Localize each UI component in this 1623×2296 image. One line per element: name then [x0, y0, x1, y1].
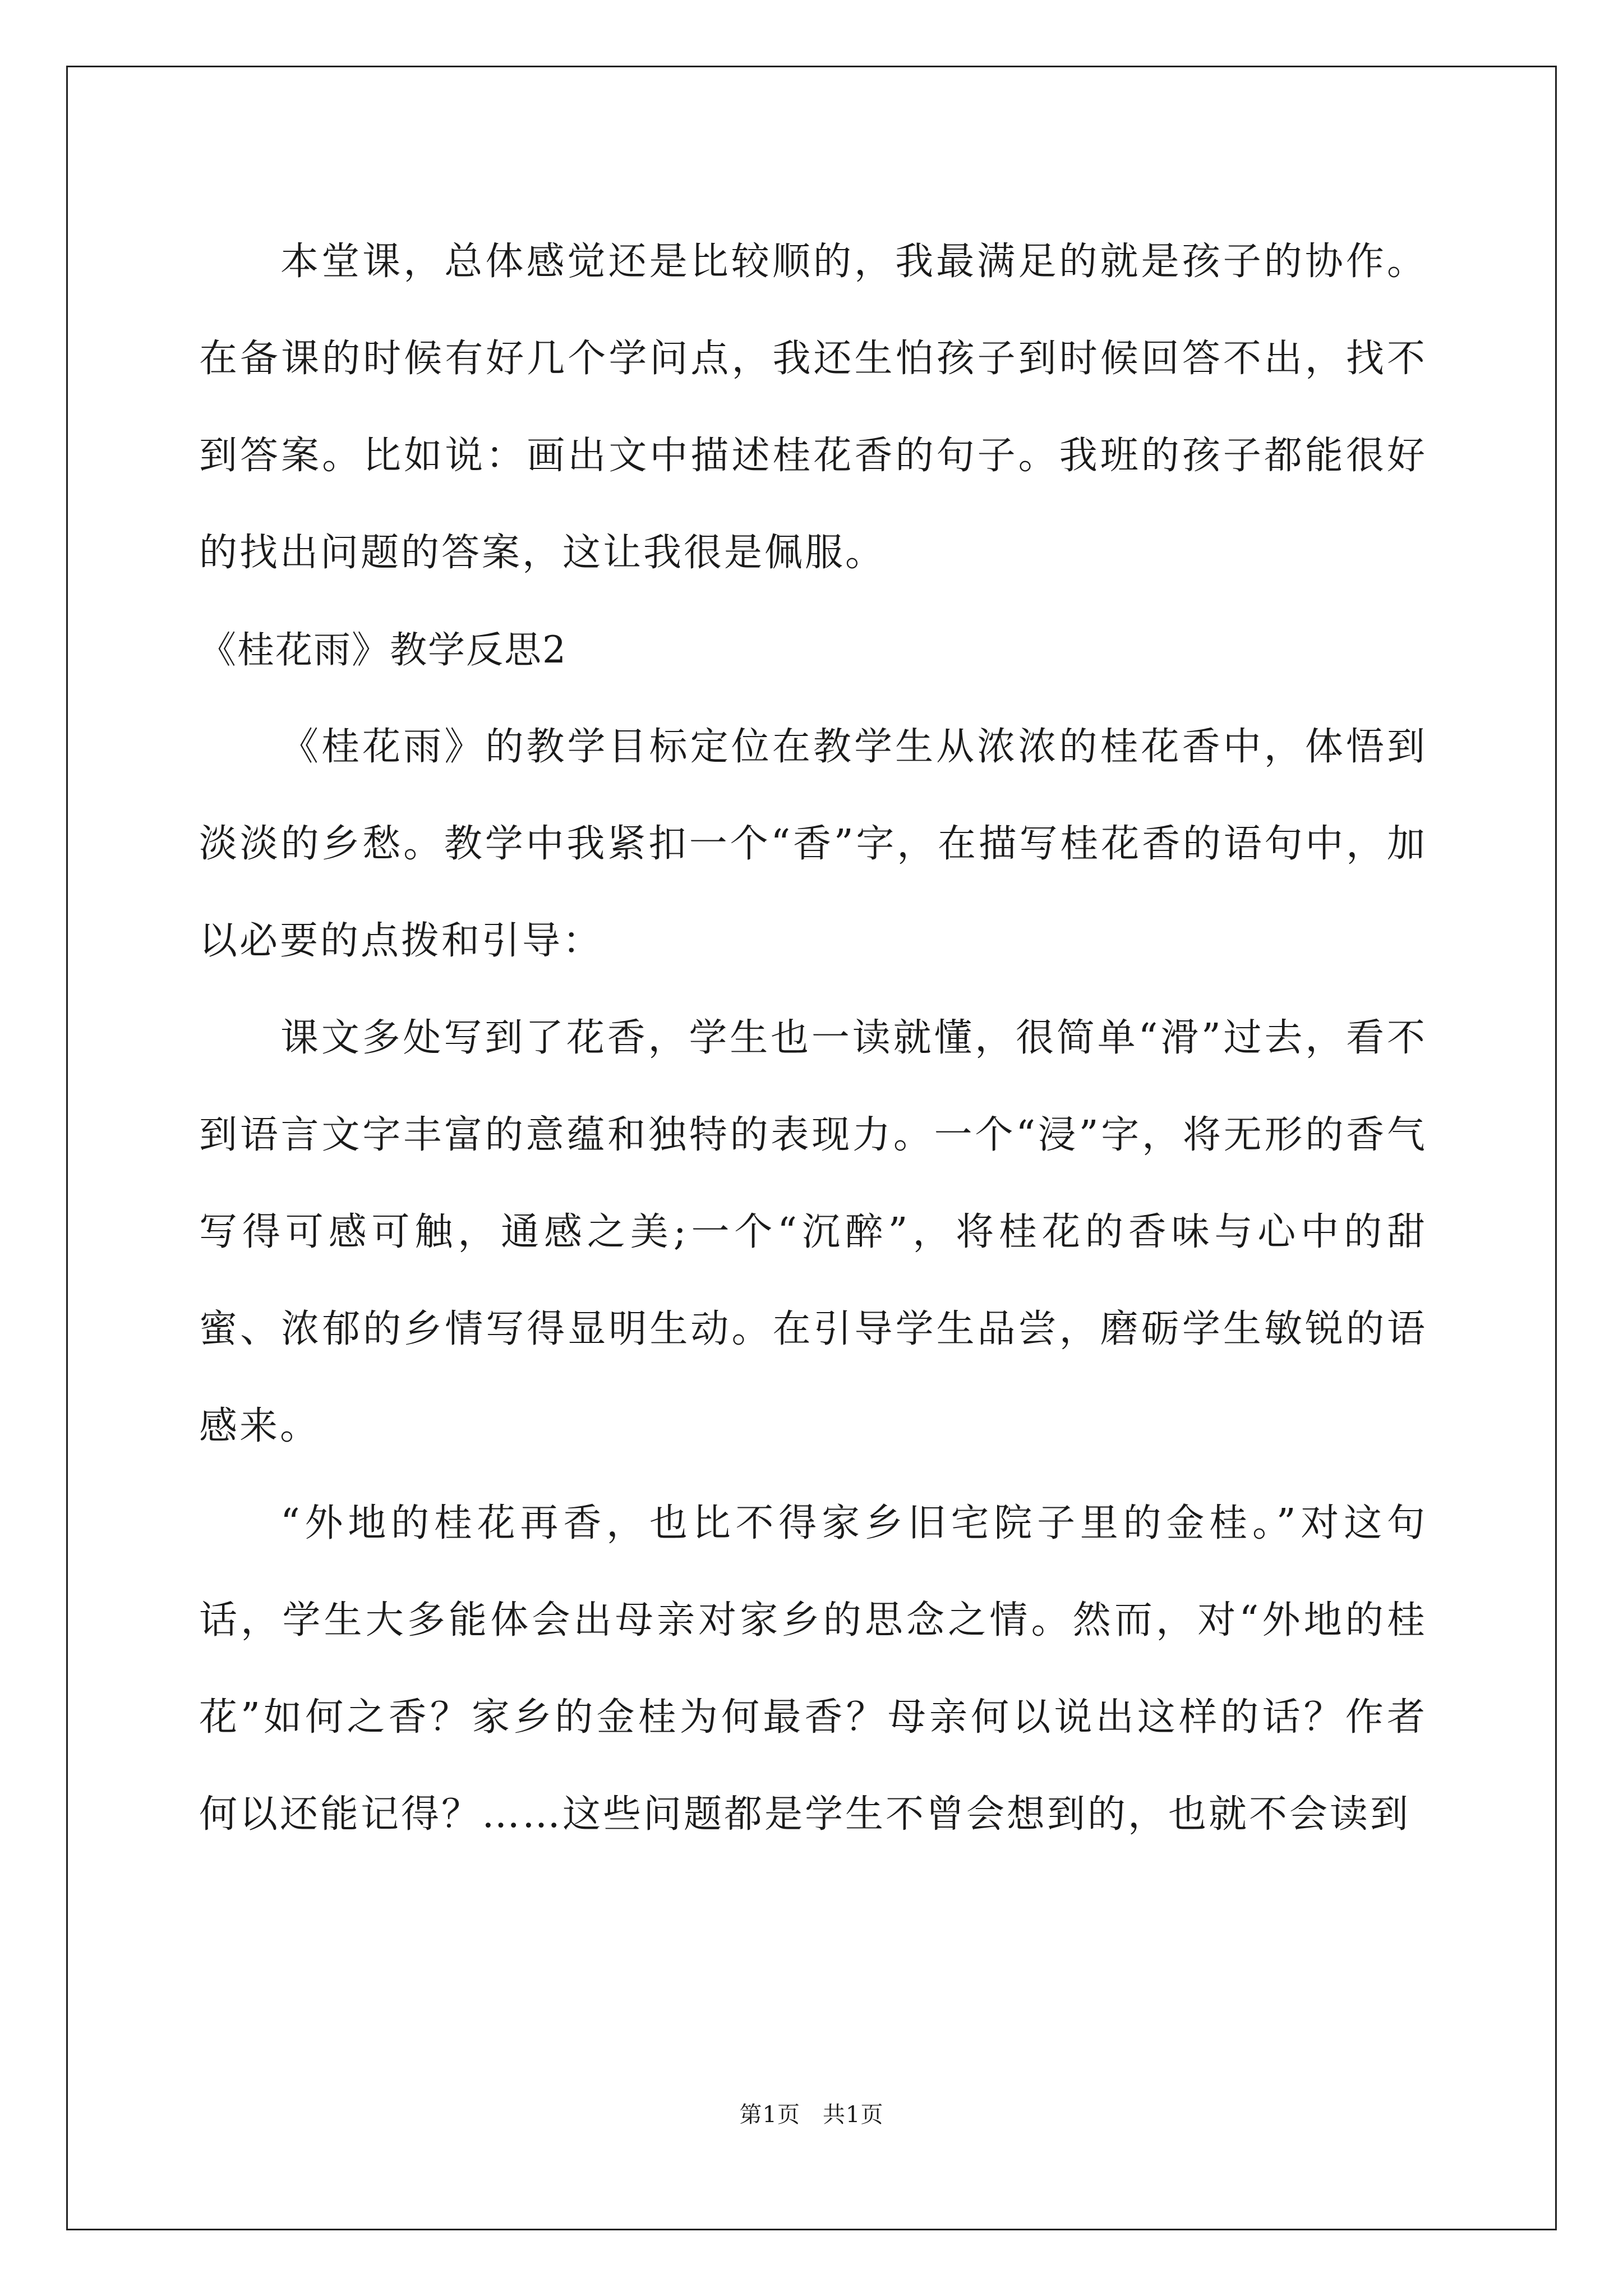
page-total: 共1页	[823, 2102, 884, 2128]
document-body	[199, 213, 1427, 1863]
page-footer	[0, 2101, 1623, 2129]
page-number: 第1页	[739, 2102, 800, 2128]
paragraph-4: “外地的桂花再香，也比不得家乡旧宅院子里的金桂。”对这句话，学生大多能体会出母亲对家乡的思念之情。然而，对“外地的桂花”如何之香？家乡的金桂为何最香？母亲何以说出这样的话？作者何以还能记得？……这些问题都是学生不曾会想到的，也就不会读到	[199, 1501, 1427, 1837]
paragraph-2: 《桂花雨》的教学目标定位在教学生从浓浓的桂花香中，体悟到淡淡的乡愁。教学中我紧扣一个“香”字，在描写桂花香的语句中，加以必要的点拨和引导：	[199, 725, 1427, 963]
paragraph-3: 课文多处写到了花香，学生也一读就懂，很简单“滑”过去，看不到语言文字丰富的意蕴和独特的表现力。一个“浸”字，将无形的香气写得可感可触，通感之美;一个“沉醉”，将桂花的香味与心中的甜蜜、浓郁的乡情写得显明生动。在引导学生品尝，磨砺学生敏锐的语感来。	[199, 1016, 1427, 1448]
paragraph-1: 本堂课，总体感觉还是比较顺的，我最满足的就是孩子的协作。在备课的时候有好几个学问点，我还生怕孩子到时候回答不出，找不到答案。比如说：画出文中描述桂花香的句子。我班的孩子都能很好的找出问题的答案，这让我很是佩服。	[199, 240, 1427, 575]
section-heading: 《桂花雨》教学反思2	[199, 628, 567, 671]
